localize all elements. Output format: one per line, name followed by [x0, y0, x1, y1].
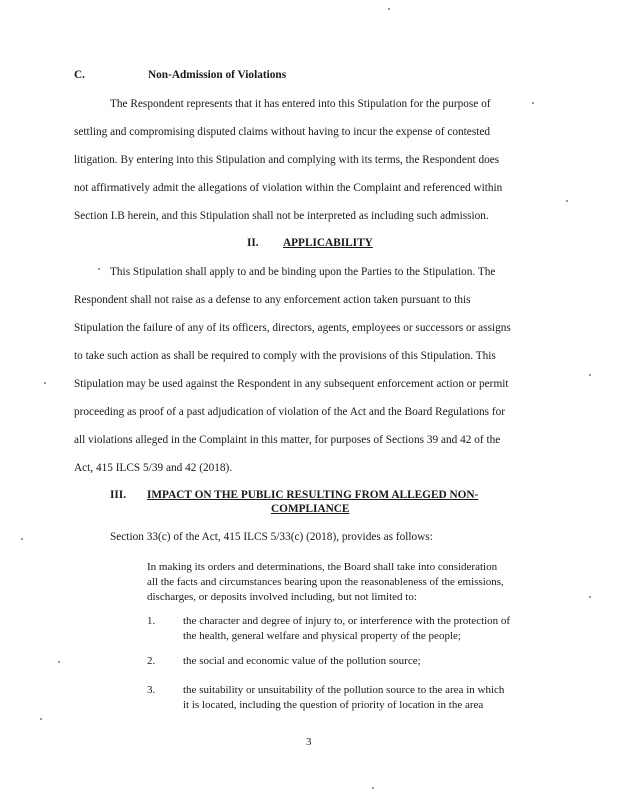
list-item-text: it is located, including the question of priority of location in the area: [183, 699, 484, 711]
scan-speck: [58, 661, 60, 663]
quote-line: discharges, or deposits involved including, but not limited to:: [147, 591, 417, 603]
page-number: 3: [306, 736, 312, 748]
section-ii-line: proceeding as proof of a past adjudication of violation of the Act and the Board Regulations for: [74, 406, 506, 418]
list-item-text: the character and degree of injury to, or interference with the protection of: [183, 615, 511, 627]
section-ii-line: Stipulation may be used against the Respondent in any subsequent enforcement action or permit: [74, 378, 509, 390]
scan-speck: [589, 374, 591, 376]
section-c-line: The Respondent represents that it has entered into this Stipulation for the purpose of: [110, 98, 491, 110]
list-item-number: 3.: [147, 684, 156, 696]
section-c-line: not affirmatively admit the allegations of violation within the Complaint and referenced within: [74, 182, 503, 194]
section-c-line: settling and compromising disputed claims without having to incur the expense of contested: [74, 126, 491, 138]
scan-speck: [44, 382, 46, 384]
section-ii-line: to take such action as shall be required to comply with the provisions of this Stipulation. This: [74, 350, 496, 362]
quote-line: In making its orders and determinations, the Board shall take into consideration: [147, 561, 498, 573]
scan-speck: [566, 200, 568, 202]
list-item-text: the health, general welfare and physical property of the people;: [183, 630, 461, 642]
scan-speck: [589, 596, 591, 598]
quote-line: all the facts and circumstances bearing upon the reasonableness of the emissions,: [147, 576, 504, 588]
section-ii-label: II.: [247, 237, 259, 249]
section-ii-title: APPLICABILITY: [283, 237, 373, 249]
scan-speck: [532, 102, 534, 104]
section-iii-title-line2: COMPLIANCE: [271, 503, 350, 515]
section-iii-intro: Section 33(c) of the Act, 415 ILCS 5/33(c) (2018), provides as follows:: [110, 531, 433, 543]
list-item-number: 2.: [147, 655, 156, 667]
section-c-line: litigation. By entering into this Stipulation and complying with its terms, the Respondent does: [74, 154, 500, 166]
section-c-label: C.: [74, 69, 85, 81]
scan-speck: [21, 538, 23, 540]
section-ii-line: Respondent shall not raise as a defense to any enforcement action taken pursuant to this: [74, 294, 471, 306]
section-iii-label: III.: [110, 489, 127, 501]
scan-speck: [372, 787, 374, 789]
section-ii-line: all violations alleged in the Complaint in this matter, for purposes of Sections 39 and 42 of the: [74, 434, 501, 446]
scan-speck: [388, 8, 390, 10]
section-ii-line: Stipulation the failure of any of its officers, directors, agents, employees or successors or assigns: [74, 322, 511, 334]
section-c-line: Section I.B herein, and this Stipulation shall not be interpreted as including such admission.: [74, 210, 489, 222]
list-item-text: the social and economic value of the pollution source;: [183, 655, 421, 667]
section-iii-title-line1: IMPACT ON THE PUBLIC RESULTING FROM ALLEGED NON-: [147, 489, 479, 501]
list-item-text: the suitability or unsuitability of the pollution source to the area in which: [183, 684, 505, 696]
scan-speck: [98, 268, 100, 270]
section-ii-line: This Stipulation shall apply to and be binding upon the Parties to the Stipulation. The: [110, 266, 496, 278]
section-c-title: Non-Admission of Violations: [148, 69, 287, 81]
section-ii-line: Act, 415 ILCS 5/39 and 42 (2018).: [74, 462, 233, 474]
scan-speck: [40, 718, 42, 720]
list-item-number: 1.: [147, 615, 156, 627]
